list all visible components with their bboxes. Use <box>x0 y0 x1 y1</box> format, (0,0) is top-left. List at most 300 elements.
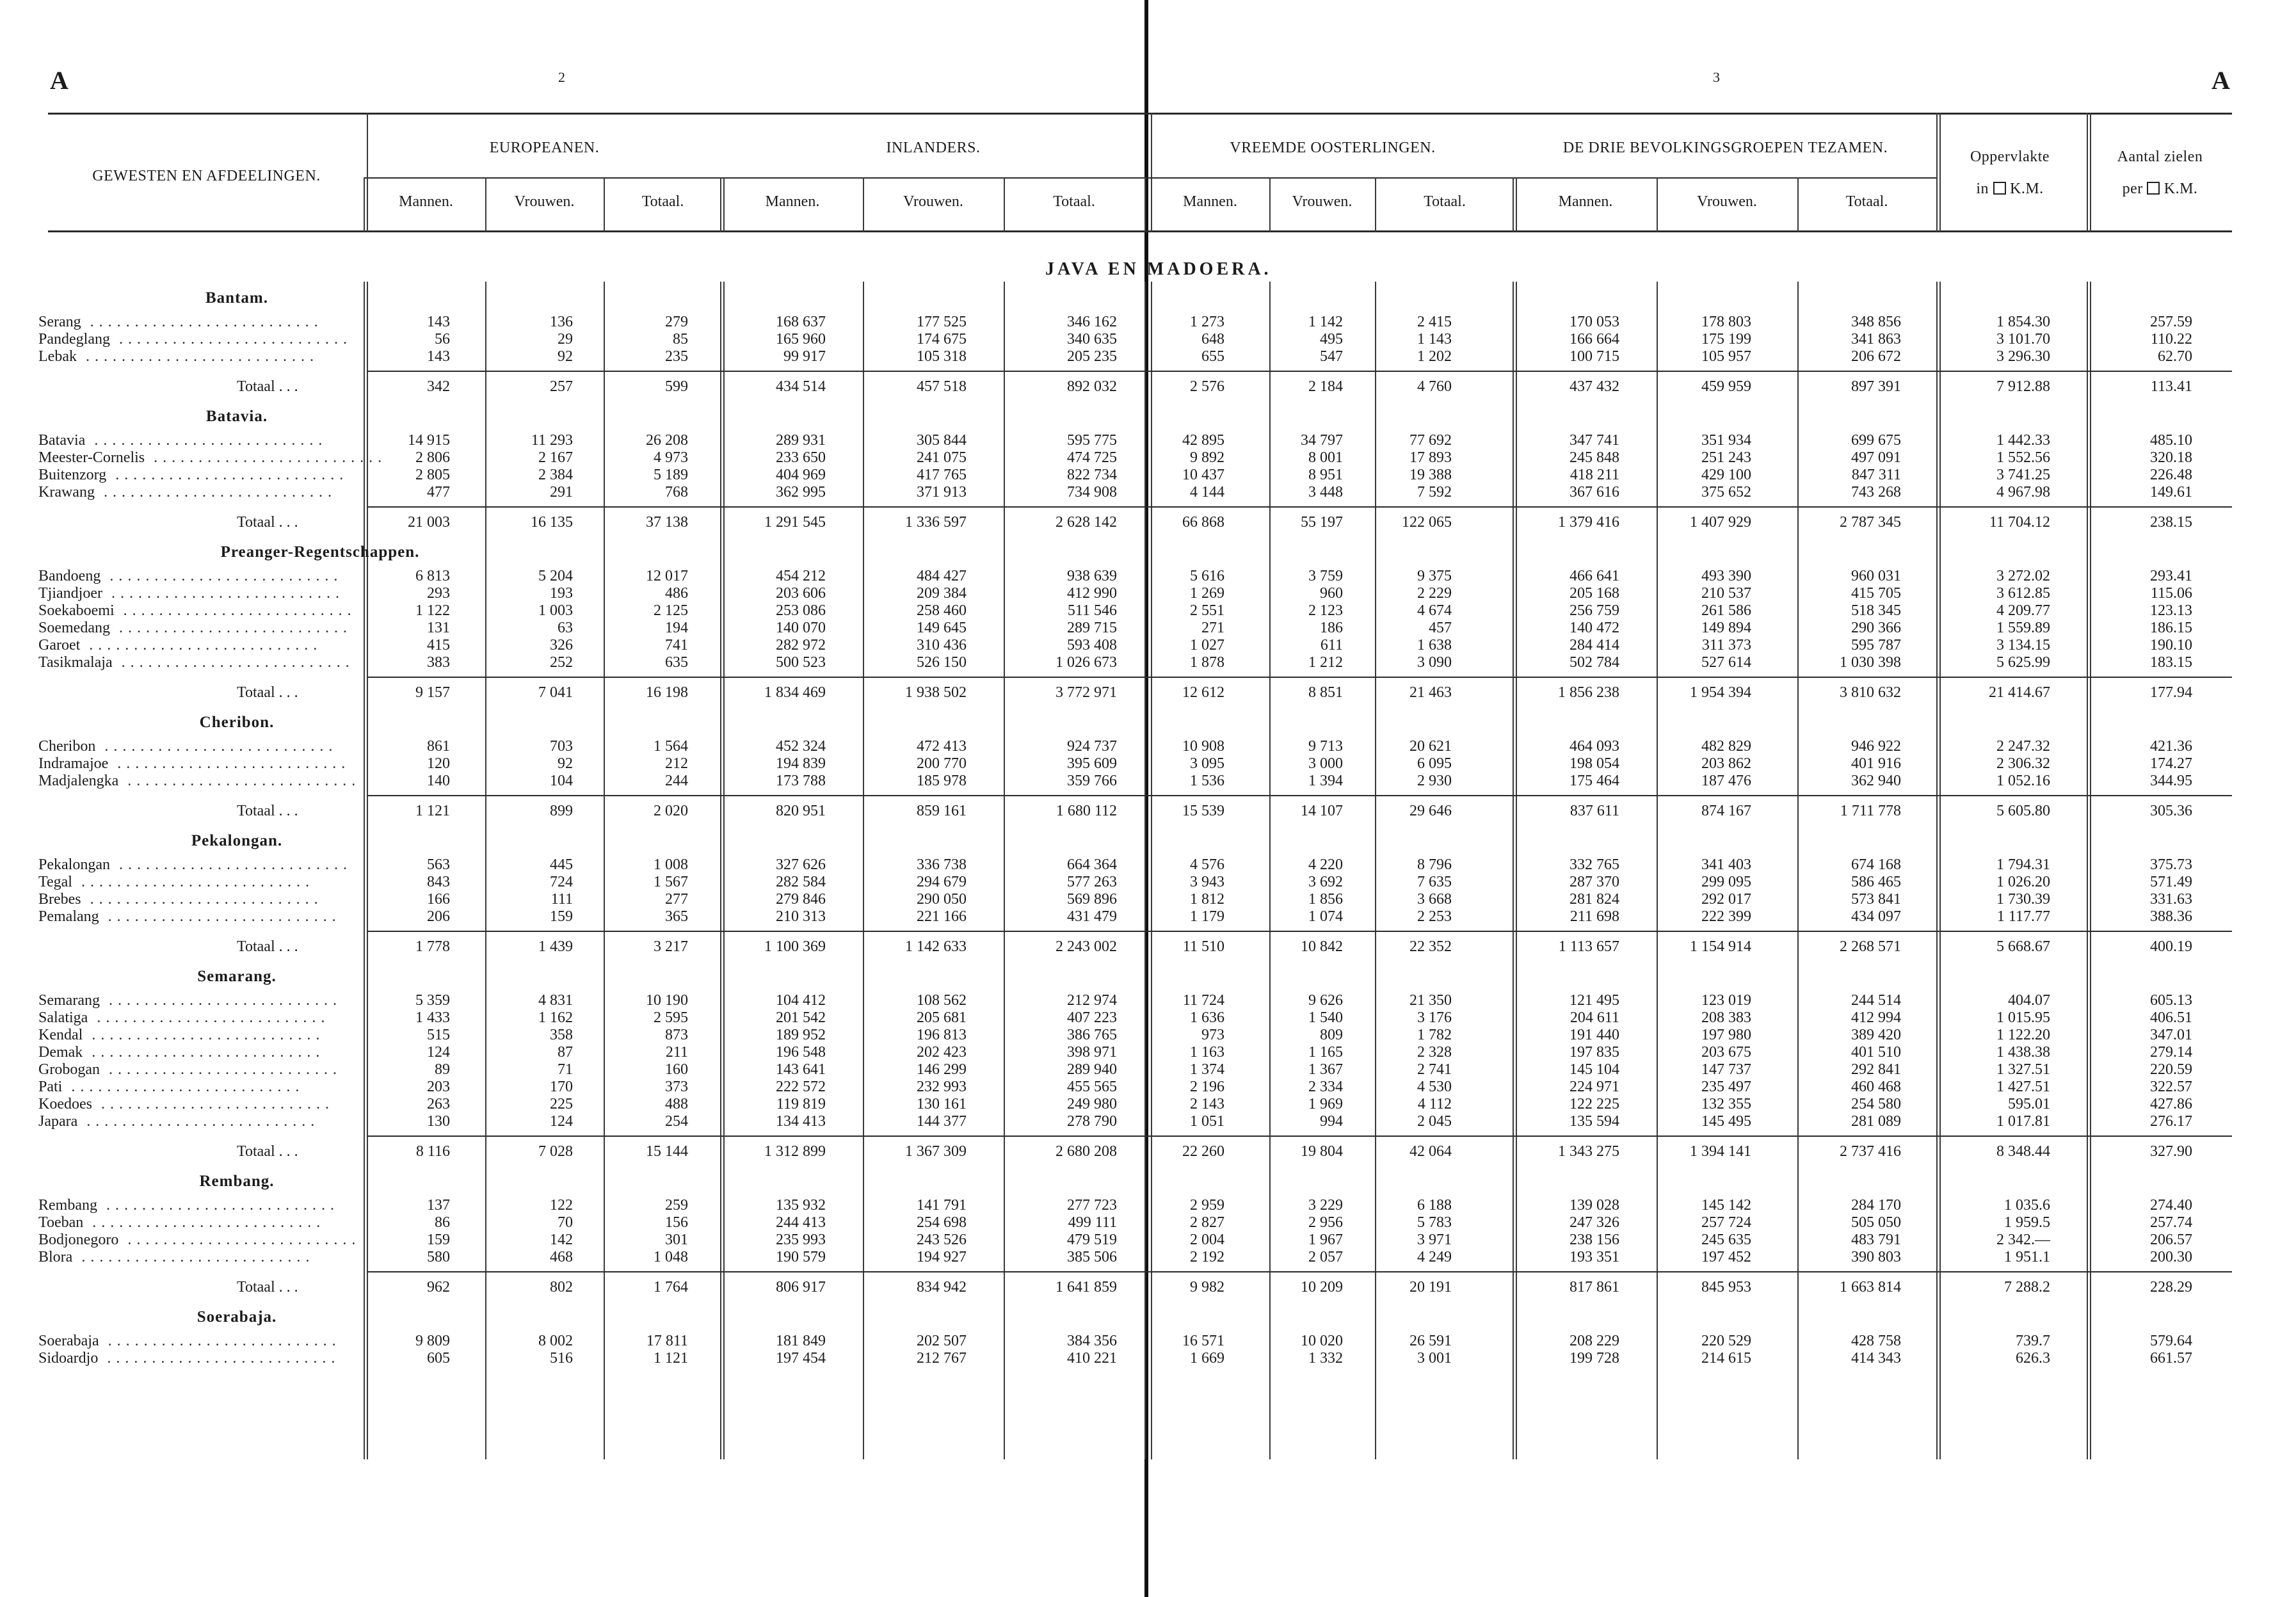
afdeeling-name <box>38 908 358 926</box>
data-row-cell: 322.57 <box>2150 1079 2192 1095</box>
data-row-cell: 516 <box>550 1350 573 1367</box>
data-row-cell: 293 <box>427 585 450 602</box>
afdeeling-name <box>38 1044 358 1061</box>
data-row-cell: 257.59 <box>2150 314 2192 330</box>
data-row-cell: 431 479 <box>1067 908 1117 925</box>
data-row-cell: 282 584 <box>776 874 826 890</box>
data-row-cell: 254 698 <box>917 1214 967 1231</box>
data-row-cell: 170 053 <box>1569 314 1619 330</box>
data-row-cell: 861 <box>427 738 450 755</box>
data-row-cell: 141 791 <box>917 1197 967 1214</box>
data-row-cell: 477 <box>427 484 450 501</box>
data-row-cell: 206.57 <box>2150 1232 2192 1248</box>
dot-leader: .......................... <box>72 874 314 890</box>
data-row-cell: 1 162 <box>538 1009 573 1026</box>
dot-leader: .......................... <box>83 1044 325 1061</box>
data-row-cell: 1 121 <box>654 1350 688 1367</box>
data-row-cell: 244 <box>665 773 688 789</box>
total-row-cell: 599 <box>665 378 688 395</box>
data-row-cell: 238 156 <box>1569 1232 1619 1248</box>
data-row-cell: 8 796 <box>1417 856 1452 873</box>
data-row-cell: 4 209.77 <box>1996 602 2050 619</box>
data-row-cell: 124 <box>427 1044 450 1061</box>
data-row-cell: 175 199 <box>1701 331 1751 348</box>
data-row-cell: 6 813 <box>415 568 450 584</box>
data-row-cell: 136 <box>550 314 573 330</box>
total-row-cell: 837 611 <box>1569 803 1619 819</box>
afdeeling-label: Pekalongan <box>38 856 110 873</box>
data-row-cell: 122 225 <box>1569 1096 1619 1112</box>
dot-leader: .......................... <box>106 467 349 483</box>
data-row-cell: 331.63 <box>2150 891 2192 908</box>
data-row-cell: 460 468 <box>1851 1079 1901 1095</box>
data-row-cell: 71 <box>558 1061 573 1078</box>
data-row-cell: 1 003 <box>538 602 573 619</box>
data-row-cell: 2 805 <box>415 467 450 483</box>
data-row-cell: 206 <box>427 908 450 925</box>
data-row-cell: 166 <box>427 891 450 908</box>
data-row-cell: 938 639 <box>1067 568 1117 584</box>
data-row-cell: 384 356 <box>1067 1333 1117 1349</box>
data-row-cell: 724 <box>550 874 573 890</box>
column-rule <box>1513 177 1514 232</box>
header-oppervlakte: Oppervlakte <box>1970 148 2050 165</box>
total-row-cell: 19 804 <box>1301 1143 1343 1160</box>
total-row-cell: 1 100 369 <box>764 938 826 955</box>
data-row-cell: 563 <box>427 856 450 873</box>
data-row-cell: 56 <box>435 331 450 348</box>
data-row-cell: 86 <box>435 1214 450 1231</box>
data-row-cell: 421.36 <box>2150 738 2192 755</box>
afdeeling-name <box>38 874 358 891</box>
data-row-cell: 34 797 <box>1301 432 1343 449</box>
total-row-cell: 1 142 633 <box>905 938 967 955</box>
data-row-cell: 92 <box>558 348 573 365</box>
data-row-cell: 455 565 <box>1067 1079 1117 1095</box>
total-row-cell: 8 348.44 <box>1996 1143 2050 1160</box>
data-row-cell: 254 580 <box>1851 1096 1901 1112</box>
afdeeling-name <box>38 449 387 467</box>
data-row-cell: 235 <box>665 348 688 365</box>
data-row-cell: 4 530 <box>1417 1079 1452 1095</box>
total-row-cell: 1 764 <box>654 1279 688 1296</box>
header-europeanen: EUROPEANEN. <box>489 140 600 156</box>
data-row-cell: 412 990 <box>1067 585 1117 602</box>
afdeeling-label: Buitenzorg <box>38 467 107 483</box>
region-heading: Pekalongan. <box>191 832 283 849</box>
data-row-cell: 173 788 <box>776 773 826 789</box>
dot-leader: .......................... <box>81 891 323 908</box>
square-symbol-icon <box>1993 182 2006 195</box>
data-row-cell: 822 734 <box>1067 467 1117 483</box>
afdeeling-name <box>38 1009 358 1027</box>
subheader-vrouwen: Vrouwen. <box>1697 193 1757 210</box>
dot-leader: .......................... <box>72 1249 315 1265</box>
data-row-cell: 605.13 <box>2150 992 2192 1009</box>
data-row-cell: 149 894 <box>1701 620 1751 636</box>
total-row-cell: 7 912.88 <box>1996 378 2050 395</box>
data-row-cell: 1 179 <box>1190 908 1224 925</box>
data-row-cell: 1 856 <box>1308 891 1343 908</box>
data-row-cell: 401 916 <box>1851 755 1901 772</box>
dot-leader: .......................... <box>109 620 352 636</box>
total-label: Totaal . . . <box>237 378 298 395</box>
column-rule <box>720 177 721 232</box>
data-row-cell: 311 373 <box>1701 637 1751 654</box>
data-row-cell: 486 <box>665 585 688 602</box>
total-row-cell: 4 760 <box>1417 378 1452 395</box>
data-row-cell: 340 635 <box>1067 331 1117 348</box>
data-row-cell: 1 969 <box>1308 1096 1343 1112</box>
data-row-cell: 320.18 <box>2150 449 2192 466</box>
column-rule <box>1936 113 1938 232</box>
data-row-cell: 526 150 <box>917 654 967 671</box>
dot-leader: .......................... <box>62 1079 305 1095</box>
data-row-cell: 132 355 <box>1701 1096 1751 1112</box>
total-row-cell: 3 772 971 <box>1056 684 1117 701</box>
total-row-cell: 1 954 394 <box>1690 684 1751 701</box>
total-label: Totaal . . . <box>237 1143 298 1160</box>
total-row-cell: 859 161 <box>917 803 967 819</box>
data-row-cell: 281 824 <box>1569 891 1619 908</box>
data-row-cell: 2 192 <box>1190 1249 1224 1265</box>
data-row-cell: 159 <box>427 1232 450 1248</box>
data-row-cell: 4 249 <box>1417 1249 1452 1265</box>
data-row-cell: 2 123 <box>1308 602 1343 619</box>
data-row-cell: 9 809 <box>415 1333 450 1349</box>
data-row-cell: 472 413 <box>917 738 967 755</box>
data-row-cell: 196 548 <box>776 1044 826 1061</box>
data-row-cell: 243 526 <box>917 1232 967 1248</box>
total-row-cell: 1 113 657 <box>1558 938 1619 955</box>
data-row-cell: 1 374 <box>1190 1061 1224 1078</box>
data-row-cell: 1 730.39 <box>1996 891 2050 908</box>
data-row-cell: 85 <box>673 331 688 348</box>
data-row-cell: 9 892 <box>1190 449 1224 466</box>
data-row-cell: 289 940 <box>1067 1061 1117 1078</box>
data-row-cell: 1 959.5 <box>2004 1214 2050 1231</box>
data-row-cell: 417 765 <box>917 467 967 483</box>
data-row-cell: 418 211 <box>1569 467 1619 483</box>
total-row-cell: 228.29 <box>2150 1279 2192 1296</box>
data-row-cell: 10 908 <box>1182 738 1224 755</box>
data-row-cell: 200.30 <box>2150 1249 2192 1265</box>
data-row-cell: 208 383 <box>1701 1009 1751 1026</box>
data-row-cell: 290 366 <box>1851 620 1901 636</box>
data-row-cell: 3 000 <box>1308 755 1343 772</box>
afdeeling-name <box>38 568 358 585</box>
data-row-cell: 1 122.20 <box>1996 1027 2050 1043</box>
data-row-cell: 474 725 <box>1067 449 1117 466</box>
data-row-cell: 19 388 <box>1409 467 1452 483</box>
data-row-cell: 326 <box>550 637 573 654</box>
data-row-cell: 401 510 <box>1851 1044 1901 1061</box>
data-row-cell: 277 <box>665 891 688 908</box>
total-row-cell: 11 510 <box>1182 938 1224 955</box>
header-bottom-rule <box>48 230 2232 232</box>
data-row-cell: 347.01 <box>2150 1027 2192 1043</box>
data-row-cell: 3 001 <box>1417 1350 1452 1367</box>
data-row-cell: 257 724 <box>1701 1214 1751 1231</box>
data-row-cell: 245 635 <box>1701 1232 1751 1248</box>
afdeeling-name <box>38 467 358 484</box>
data-row-cell: 1 051 <box>1190 1113 1224 1130</box>
data-row-cell: 454 212 <box>776 568 826 584</box>
data-row-cell: 960 <box>1320 585 1343 602</box>
data-row-cell: 1 332 <box>1308 1350 1343 1367</box>
data-row-cell: 482 829 <box>1701 738 1751 755</box>
dot-leader: .......................... <box>99 1333 341 1349</box>
data-row-cell: 197 980 <box>1701 1027 1751 1043</box>
data-row-cell: 410 221 <box>1067 1350 1117 1367</box>
total-row-cell: 1 778 <box>415 938 450 955</box>
data-row-cell: 7 635 <box>1417 874 1452 890</box>
data-row-cell: 1 048 <box>654 1249 688 1265</box>
data-row-cell: 5 359 <box>415 992 450 1009</box>
data-row-cell: 205 235 <box>1067 348 1117 365</box>
data-row-cell: 2 827 <box>1190 1214 1224 1231</box>
total-row-cell: 2 680 208 <box>1056 1143 1117 1160</box>
dot-leader: .......................... <box>118 773 361 789</box>
total-row-cell: 845 953 <box>1701 1279 1751 1296</box>
data-row-cell: 1 122 <box>415 602 450 619</box>
data-row-cell: 247 326 <box>1569 1214 1619 1231</box>
total-row-cell: 459 959 <box>1701 378 1751 395</box>
afdeeling-label: Blora <box>38 1249 73 1265</box>
total-row-cell: 1 367 309 <box>905 1143 967 1160</box>
data-row-cell: 120 <box>427 755 450 772</box>
total-label: Totaal . . . <box>237 803 298 819</box>
afdeeling-name <box>38 484 358 501</box>
data-row-cell: 734 908 <box>1067 484 1117 501</box>
data-row-cell: 415 705 <box>1851 585 1901 602</box>
data-row-cell: 2 595 <box>654 1009 688 1026</box>
data-row-cell: 12 017 <box>646 568 688 584</box>
column-rule <box>485 177 486 232</box>
column-rule <box>364 177 365 232</box>
data-row-cell: 427.86 <box>2150 1096 2192 1112</box>
data-row-cell: 527 614 <box>1701 654 1751 671</box>
afdeeling-label: Batavia <box>38 432 86 449</box>
data-row-cell: 2 741 <box>1417 1061 1452 1078</box>
data-row-cell: 385 506 <box>1067 1249 1117 1265</box>
data-row-cell: 1 878 <box>1190 654 1224 671</box>
column-rule <box>604 177 605 232</box>
data-row-cell: 414 343 <box>1851 1350 1901 1367</box>
data-row-cell: 5 189 <box>654 467 688 483</box>
data-row-cell: 484 427 <box>917 568 967 584</box>
data-row-cell: 199 728 <box>1569 1350 1619 1367</box>
data-row-cell: 168 637 <box>776 314 826 330</box>
data-row-cell: 358 <box>550 1027 573 1043</box>
total-row-cell: 2 020 <box>654 803 688 819</box>
total-row-cell: 11 704.12 <box>1989 514 2050 531</box>
data-row-cell: 186 <box>1320 620 1343 636</box>
data-row-cell: 2 806 <box>415 449 450 466</box>
column-rule <box>1004 177 1005 232</box>
data-row-cell: 386 765 <box>1067 1027 1117 1043</box>
data-row-cell: 485.10 <box>2150 432 2192 449</box>
header-aantal-zielen-unit <box>2088 181 2232 198</box>
afdeeling-label: Japara <box>38 1113 78 1130</box>
data-row-cell: 259 <box>665 1197 688 1214</box>
data-row-cell: 1 567 <box>654 874 688 890</box>
page-number-left: 2 <box>558 69 565 85</box>
total-row-cell: 1 379 416 <box>1558 514 1619 531</box>
total-row-cell: 21 414.67 <box>1989 684 2050 701</box>
data-row-cell: 224 971 <box>1569 1079 1619 1095</box>
data-row-cell: 123 019 <box>1701 992 1751 1009</box>
data-row-cell: 375.73 <box>2150 856 2192 873</box>
column-rule <box>1657 177 1658 232</box>
data-row-cell: 843 <box>427 874 450 890</box>
total-row-cell: 1 312 899 <box>764 1143 826 1160</box>
data-row-cell: 445 <box>550 856 573 873</box>
data-row-cell: 2 004 <box>1190 1232 1224 1248</box>
total-row-cell: 874 167 <box>1701 803 1751 819</box>
dot-leader: .......................... <box>92 1096 334 1112</box>
data-row-cell: 279 <box>665 314 688 330</box>
total-row-cell: 899 <box>550 803 573 819</box>
data-row-cell: 16 571 <box>1182 1333 1224 1349</box>
data-row-cell: 344.95 <box>2150 773 2192 789</box>
data-row-cell: 289 715 <box>1067 620 1117 636</box>
dot-leader: .......................... <box>95 738 338 755</box>
data-row-cell: 362 995 <box>776 484 826 501</box>
data-row-cell: 1 967 <box>1308 1232 1343 1248</box>
dot-leader: .......................... <box>99 908 341 925</box>
data-row-cell: 1 427.51 <box>1996 1079 2050 1095</box>
data-row-cell: 142 <box>550 1232 573 1248</box>
afdeeling-label: Krawang <box>38 484 95 501</box>
column-rule <box>1151 113 1152 232</box>
data-row-cell: 4 576 <box>1190 856 1224 873</box>
data-row-cell: 518 345 <box>1851 602 1901 619</box>
corner-letter-left: A <box>50 66 68 95</box>
data-row-cell: 2 306.32 <box>1996 755 2050 772</box>
data-row-cell: 359 766 <box>1067 773 1117 789</box>
total-row-cell: 8 851 <box>1308 684 1343 701</box>
data-row-cell: 222 572 <box>776 1079 826 1095</box>
data-row-cell: 1 142 <box>1308 314 1343 330</box>
data-row-cell: 252 <box>550 654 573 671</box>
total-row-cell: 8 116 <box>415 1143 450 1160</box>
data-row-cell: 365 <box>665 908 688 925</box>
data-row-cell: 287 370 <box>1569 874 1619 890</box>
data-row-cell: 222 399 <box>1701 908 1751 925</box>
section-title: JAVA EN MADOERA. <box>1045 259 1272 279</box>
data-row-cell: 221 166 <box>917 908 967 925</box>
data-row-cell: 122 <box>550 1197 573 1214</box>
data-row-cell: 174 675 <box>917 331 967 348</box>
total-row-cell: 817 861 <box>1569 1279 1619 1296</box>
data-row-cell: 434 097 <box>1851 908 1901 925</box>
data-row-cell: 181 849 <box>776 1333 826 1349</box>
dot-leader: .......................... <box>85 432 328 449</box>
afdeeling-name <box>38 654 358 671</box>
data-row-cell: 1 026 673 <box>1056 654 1117 671</box>
total-row-cell: 897 391 <box>1851 378 1901 395</box>
data-row-cell: 200 770 <box>917 755 967 772</box>
data-row-cell: 9 375 <box>1417 568 1452 584</box>
total-row-cell: 806 917 <box>776 1279 826 1296</box>
data-row-cell: 160 <box>665 1061 688 1078</box>
data-row-cell: 2 342.— <box>1996 1232 2050 1248</box>
data-row-cell: 1 433 <box>415 1009 450 1026</box>
total-row-cell: 22 352 <box>1409 938 1452 955</box>
data-row-cell: 4 112 <box>1417 1096 1452 1112</box>
dot-leader: .......................... <box>145 449 387 466</box>
afdeeling-name <box>38 1061 358 1079</box>
data-row-cell: 211 <box>665 1044 688 1061</box>
data-row-cell: 253 086 <box>776 602 826 619</box>
data-row-cell: 299 095 <box>1701 874 1751 890</box>
data-row-cell: 143 <box>427 314 450 330</box>
data-row-cell: 263 <box>427 1096 450 1112</box>
data-row-cell: 2 229 <box>1417 585 1452 602</box>
data-row-cell: 1 638 <box>1417 637 1452 654</box>
data-row-cell: 305 844 <box>917 432 967 449</box>
total-row-cell: 2 576 <box>1190 378 1224 395</box>
data-row-cell: 2 384 <box>538 467 573 483</box>
data-row-cell: 17 893 <box>1409 449 1452 466</box>
data-row-cell: 135 594 <box>1569 1113 1619 1130</box>
subheader-vrouwen: Vrouwen. <box>903 193 963 210</box>
data-row-cell: 768 <box>665 484 688 501</box>
data-row-cell: 611 <box>1320 637 1343 654</box>
total-row-cell: 1 154 914 <box>1690 938 1751 955</box>
header-inlanders: INLANDERS. <box>886 140 981 156</box>
data-row-cell: 5 783 <box>1417 1214 1452 1231</box>
data-row-cell: 62.70 <box>2158 348 2192 365</box>
afdeeling-label: Koedoes <box>38 1096 92 1112</box>
afdeeling-name <box>38 1096 358 1113</box>
data-row-cell: 244 514 <box>1851 992 1901 1009</box>
data-row-cell: 14 915 <box>408 432 450 449</box>
data-row-cell: 29 <box>558 331 573 348</box>
afdeeling-label: Semarang <box>38 992 100 1009</box>
total-row-cell: 16 198 <box>646 684 688 701</box>
dot-leader: .......................... <box>109 856 352 873</box>
data-row-cell: 2 253 <box>1417 908 1452 925</box>
data-row-cell: 3 943 <box>1190 874 1224 890</box>
data-row-cell: 3 229 <box>1308 1197 1343 1214</box>
subheader-totaal: Totaal. <box>1053 193 1095 210</box>
data-row-cell: 2 328 <box>1417 1044 1452 1061</box>
data-row-cell: 2 415 <box>1417 314 1452 330</box>
data-row-cell: 100 715 <box>1569 348 1619 365</box>
data-row-cell: 1 035.6 <box>2004 1197 2050 1214</box>
data-row-cell: 104 412 <box>776 992 826 1009</box>
region-heading: Soerabaja. <box>197 1308 277 1326</box>
data-row-cell: 1 015.95 <box>1996 1009 2050 1026</box>
afdeeling-label: Kendal <box>38 1027 83 1043</box>
data-row-cell: 429 100 <box>1701 467 1751 483</box>
data-row-cell: 739.7 <box>2016 1333 2050 1349</box>
total-row-cell: 342 <box>427 378 450 395</box>
total-row-cell: 14 107 <box>1301 803 1343 819</box>
data-row-cell: 111 <box>550 891 573 908</box>
data-row-cell: 149 645 <box>917 620 967 636</box>
data-row-cell: 493 390 <box>1701 568 1751 584</box>
data-row-cell: 569 896 <box>1067 891 1117 908</box>
data-row-cell: 204 611 <box>1569 1009 1619 1026</box>
data-row-cell: 284 414 <box>1569 637 1619 654</box>
data-row-cell: 10 020 <box>1301 1333 1343 1349</box>
total-row-cell: 3 810 632 <box>1840 684 1901 701</box>
afdeeling-name <box>38 1027 358 1044</box>
data-row-cell: 191 440 <box>1569 1027 1619 1043</box>
